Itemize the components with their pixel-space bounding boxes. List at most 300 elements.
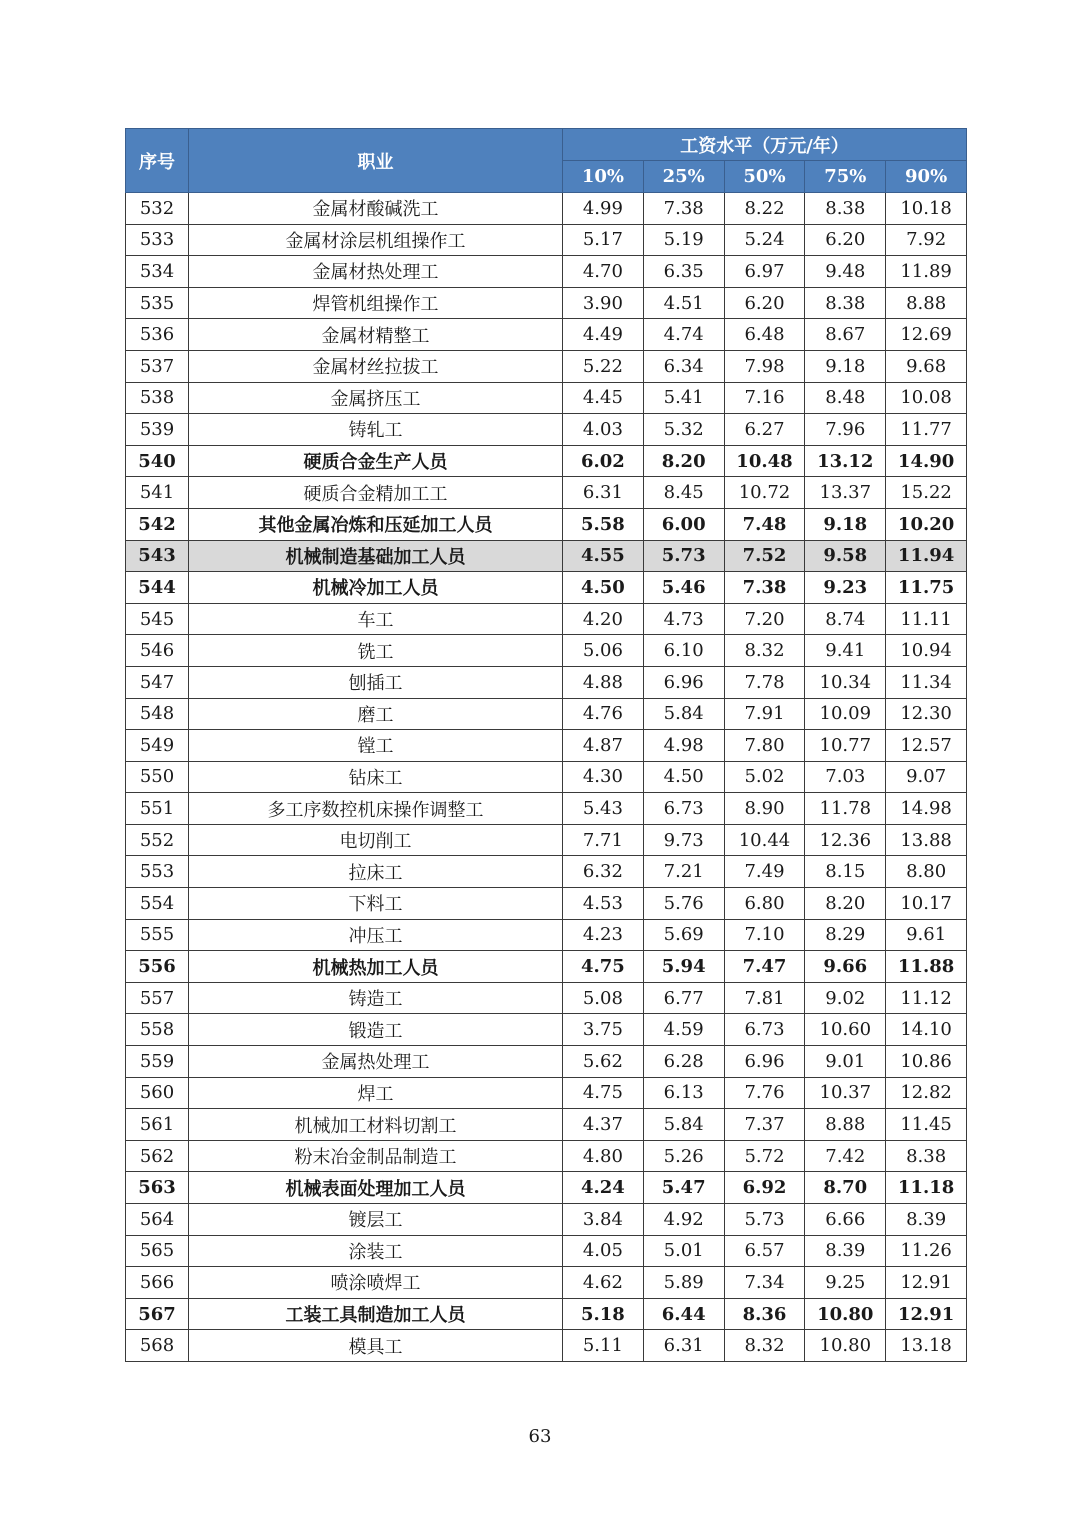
- table-row: [126, 414, 967, 446]
- cell-job: 金属挤压工: [189, 382, 563, 414]
- cell-p75: 11.78: [805, 793, 886, 825]
- cell-p50: 7.91: [724, 698, 805, 730]
- cell-p10: 4.24: [563, 1172, 644, 1204]
- cell-p75: 8.39: [805, 1235, 886, 1267]
- cell-p50: 6.97: [724, 256, 805, 288]
- cell-p75: 6.20: [805, 224, 886, 256]
- cell-p50: 6.73: [724, 1014, 805, 1046]
- table-body: [126, 193, 967, 1362]
- cell-p50: 6.48: [724, 319, 805, 351]
- cell-p50: 10.44: [724, 824, 805, 856]
- cell-job: 涂装工: [189, 1235, 563, 1267]
- cell-p75: 8.67: [805, 319, 886, 351]
- cell-p50: 8.36: [724, 1298, 805, 1330]
- cell-p25: 4.73: [643, 603, 724, 635]
- cell-job: 硬质合金精加工工: [189, 477, 563, 509]
- cell-p75: 7.42: [805, 1140, 886, 1172]
- cell-p10: 3.90: [563, 287, 644, 319]
- cell-p50: 7.52: [724, 540, 805, 572]
- cell-p50: 7.76: [724, 1077, 805, 1109]
- cell-seq: 560: [126, 1077, 189, 1109]
- cell-p90: 10.17: [886, 888, 967, 920]
- cell-p10: 4.70: [563, 256, 644, 288]
- cell-p25: 6.31: [643, 1330, 724, 1362]
- cell-p50: 6.96: [724, 1046, 805, 1078]
- cell-p10: 4.75: [563, 1077, 644, 1109]
- cell-p75: 6.66: [805, 1204, 886, 1236]
- cell-seq: 557: [126, 982, 189, 1014]
- table-row: [126, 445, 967, 477]
- wage-table: [125, 128, 967, 1362]
- table-row: [126, 1077, 967, 1109]
- cell-seq: 559: [126, 1046, 189, 1078]
- cell-p10: 4.23: [563, 919, 644, 951]
- cell-job: 机械表面处理加工人员: [189, 1172, 563, 1204]
- cell-p10: 4.76: [563, 698, 644, 730]
- cell-p90: 8.38: [886, 1140, 967, 1172]
- cell-p90: 12.82: [886, 1077, 967, 1109]
- cell-seq: 534: [126, 256, 189, 288]
- cell-p90: 11.11: [886, 603, 967, 635]
- table-row: [126, 666, 967, 698]
- cell-p75: 8.38: [805, 287, 886, 319]
- cell-p50: 7.48: [724, 508, 805, 540]
- cell-p25: 7.38: [643, 193, 724, 225]
- cell-job: 铸造工: [189, 982, 563, 1014]
- cell-seq: 550: [126, 761, 189, 793]
- cell-job: 金属材丝拉拔工: [189, 350, 563, 382]
- cell-seq: 542: [126, 508, 189, 540]
- cell-job: 金属热处理工: [189, 1046, 563, 1078]
- table-row: [126, 698, 967, 730]
- cell-seq: 533: [126, 224, 189, 256]
- cell-p50: 7.34: [724, 1267, 805, 1299]
- cell-p50: 7.81: [724, 982, 805, 1014]
- cell-p90: 12.91: [886, 1267, 967, 1299]
- cell-p25: 5.46: [643, 572, 724, 604]
- cell-p25: 5.94: [643, 951, 724, 983]
- cell-job: 铸轧工: [189, 414, 563, 446]
- cell-p75: 8.48: [805, 382, 886, 414]
- cell-p10: 5.22: [563, 350, 644, 382]
- cell-p75: 9.41: [805, 635, 886, 667]
- cell-p10: 5.17: [563, 224, 644, 256]
- cell-seq: 547: [126, 666, 189, 698]
- cell-p50: 6.27: [724, 414, 805, 446]
- table-row: [126, 572, 967, 604]
- cell-p50: 7.49: [724, 856, 805, 888]
- cell-job: 镗工: [189, 730, 563, 762]
- cell-p75: 10.09: [805, 698, 886, 730]
- table-row: [126, 256, 967, 288]
- cell-p25: 5.73: [643, 540, 724, 572]
- table-row: [126, 1109, 967, 1141]
- cell-p90: 12.30: [886, 698, 967, 730]
- cell-p25: 6.28: [643, 1046, 724, 1078]
- cell-p90: 14.90: [886, 445, 967, 477]
- cell-p50: 7.37: [724, 1109, 805, 1141]
- cell-job: 粉末冶金制品制造工: [189, 1140, 563, 1172]
- cell-p50: 5.73: [724, 1204, 805, 1236]
- cell-p90: 11.75: [886, 572, 967, 604]
- cell-p10: 5.62: [563, 1046, 644, 1078]
- cell-p25: 6.44: [643, 1298, 724, 1330]
- cell-p75: 8.88: [805, 1109, 886, 1141]
- cell-p50: 6.20: [724, 287, 805, 319]
- cell-p10: 4.20: [563, 603, 644, 635]
- table-row: [126, 540, 967, 572]
- cell-p90: 13.88: [886, 824, 967, 856]
- cell-job: 电切削工: [189, 824, 563, 856]
- cell-p10: 5.08: [563, 982, 644, 1014]
- cell-p75: 13.37: [805, 477, 886, 509]
- cell-seq: 546: [126, 635, 189, 667]
- table-row: [126, 193, 967, 225]
- cell-p90: 10.86: [886, 1046, 967, 1078]
- cell-p90: 11.34: [886, 666, 967, 698]
- header-p50: 50%: [724, 161, 805, 193]
- cell-p25: 5.41: [643, 382, 724, 414]
- cell-p25: 4.98: [643, 730, 724, 762]
- cell-p50: 5.24: [724, 224, 805, 256]
- cell-p25: 4.92: [643, 1204, 724, 1236]
- cell-p75: 8.15: [805, 856, 886, 888]
- cell-p90: 8.80: [886, 856, 967, 888]
- cell-p25: 5.01: [643, 1235, 724, 1267]
- cell-p90: 8.88: [886, 287, 967, 319]
- cell-job: 模具工: [189, 1330, 563, 1362]
- cell-p75: 8.20: [805, 888, 886, 920]
- cell-p75: 9.18: [805, 350, 886, 382]
- table-row: [126, 824, 967, 856]
- cell-seq: 549: [126, 730, 189, 762]
- cell-seq: 541: [126, 477, 189, 509]
- cell-job: 镀层工: [189, 1204, 563, 1236]
- cell-seq: 566: [126, 1267, 189, 1299]
- cell-seq: 553: [126, 856, 189, 888]
- cell-p10: 5.18: [563, 1298, 644, 1330]
- cell-job: 焊管机组操作工: [189, 287, 563, 319]
- wage-table-container: [125, 128, 966, 1362]
- cell-p90: 11.26: [886, 1235, 967, 1267]
- cell-p75: 9.02: [805, 982, 886, 1014]
- table-row: [126, 982, 967, 1014]
- cell-p50: 5.72: [724, 1140, 805, 1172]
- table-row: [126, 1172, 967, 1204]
- cell-seq: 554: [126, 888, 189, 920]
- cell-p10: 4.30: [563, 761, 644, 793]
- header-p90: 90%: [886, 161, 967, 193]
- table-row: [126, 603, 967, 635]
- table-row: [126, 319, 967, 351]
- cell-job: 钻床工: [189, 761, 563, 793]
- cell-p90: 10.08: [886, 382, 967, 414]
- cell-job: 机械制造基础加工人员: [189, 540, 563, 572]
- cell-seq: 551: [126, 793, 189, 825]
- cell-p75: 9.18: [805, 508, 886, 540]
- cell-p50: 7.10: [724, 919, 805, 951]
- cell-job: 焊工: [189, 1077, 563, 1109]
- cell-p25: 5.19: [643, 224, 724, 256]
- cell-p75: 10.37: [805, 1077, 886, 1109]
- cell-p10: 3.84: [563, 1204, 644, 1236]
- table-row: [126, 1014, 967, 1046]
- table-row: [126, 350, 967, 382]
- cell-job: 金属材涂层机组操作工: [189, 224, 563, 256]
- cell-p90: 12.91: [886, 1298, 967, 1330]
- cell-p10: 4.53: [563, 888, 644, 920]
- cell-p90: 11.12: [886, 982, 967, 1014]
- cell-p75: 8.38: [805, 193, 886, 225]
- cell-p90: 9.68: [886, 350, 967, 382]
- cell-p75: 8.70: [805, 1172, 886, 1204]
- cell-p25: 4.74: [643, 319, 724, 351]
- table-row: [126, 1267, 967, 1299]
- cell-seq: 544: [126, 572, 189, 604]
- cell-p25: 6.10: [643, 635, 724, 667]
- cell-p75: 8.74: [805, 603, 886, 635]
- cell-job: 锻造工: [189, 1014, 563, 1046]
- table-row: [126, 730, 967, 762]
- cell-p50: 10.72: [724, 477, 805, 509]
- table-row: [126, 888, 967, 920]
- cell-p25: 6.96: [643, 666, 724, 698]
- table-row: [126, 635, 967, 667]
- cell-p90: 9.07: [886, 761, 967, 793]
- cell-seq: 532: [126, 193, 189, 225]
- cell-p25: 5.69: [643, 919, 724, 951]
- cell-p10: 4.05: [563, 1235, 644, 1267]
- cell-p10: 5.06: [563, 635, 644, 667]
- cell-job: 金属材热处理工: [189, 256, 563, 288]
- cell-p25: 6.34: [643, 350, 724, 382]
- cell-seq: 538: [126, 382, 189, 414]
- cell-p25: 4.51: [643, 287, 724, 319]
- cell-seq: 545: [126, 603, 189, 635]
- header-p10: 10%: [563, 161, 644, 193]
- cell-job: 多工序数控机床操作调整工: [189, 793, 563, 825]
- table-row: [126, 477, 967, 509]
- cell-p75: 10.80: [805, 1298, 886, 1330]
- cell-job: 冲压工: [189, 919, 563, 951]
- cell-p25: 6.77: [643, 982, 724, 1014]
- cell-p90: 11.77: [886, 414, 967, 446]
- table-row: [126, 919, 967, 951]
- cell-p25: 5.47: [643, 1172, 724, 1204]
- cell-p25: 5.76: [643, 888, 724, 920]
- cell-p50: 6.92: [724, 1172, 805, 1204]
- table-row: [126, 1140, 967, 1172]
- cell-seq: 540: [126, 445, 189, 477]
- header-p75: 75%: [805, 161, 886, 193]
- table-header: [126, 129, 967, 193]
- header-job: 职业: [189, 129, 563, 193]
- cell-p90: 8.39: [886, 1204, 967, 1236]
- cell-p90: 11.18: [886, 1172, 967, 1204]
- cell-p50: 8.32: [724, 635, 805, 667]
- cell-p25: 8.45: [643, 477, 724, 509]
- cell-p90: 11.89: [886, 256, 967, 288]
- cell-p90: 9.61: [886, 919, 967, 951]
- cell-job: 硬质合金生产人员: [189, 445, 563, 477]
- cell-p90: 7.92: [886, 224, 967, 256]
- cell-p10: 5.11: [563, 1330, 644, 1362]
- cell-p10: 4.45: [563, 382, 644, 414]
- cell-seq: 537: [126, 350, 189, 382]
- cell-p10: 4.88: [563, 666, 644, 698]
- cell-p75: 9.66: [805, 951, 886, 983]
- cell-p25: 5.84: [643, 698, 724, 730]
- cell-p90: 11.88: [886, 951, 967, 983]
- table-row: [126, 856, 967, 888]
- cell-p10: 5.43: [563, 793, 644, 825]
- cell-seq: 543: [126, 540, 189, 572]
- table-row: [126, 1204, 967, 1236]
- cell-p10: 4.55: [563, 540, 644, 572]
- cell-p10: 4.80: [563, 1140, 644, 1172]
- cell-p90: 12.69: [886, 319, 967, 351]
- table-row: [126, 287, 967, 319]
- cell-p75: 9.23: [805, 572, 886, 604]
- cell-p25: 9.73: [643, 824, 724, 856]
- cell-p50: 6.80: [724, 888, 805, 920]
- cell-seq: 556: [126, 951, 189, 983]
- cell-p25: 8.20: [643, 445, 724, 477]
- table-row: [126, 382, 967, 414]
- cell-p50: 6.57: [724, 1235, 805, 1267]
- cell-seq: 562: [126, 1140, 189, 1172]
- cell-seq: 565: [126, 1235, 189, 1267]
- cell-p10: 4.49: [563, 319, 644, 351]
- header-p25: 25%: [643, 161, 724, 193]
- cell-p90: 15.22: [886, 477, 967, 509]
- cell-p75: 9.48: [805, 256, 886, 288]
- header-wage-group: 工资水平（万元/年）: [563, 129, 967, 161]
- cell-job: 机械冷加工人员: [189, 572, 563, 604]
- cell-seq: 564: [126, 1204, 189, 1236]
- cell-p75: 10.80: [805, 1330, 886, 1362]
- cell-p50: 7.80: [724, 730, 805, 762]
- cell-p75: 8.29: [805, 919, 886, 951]
- header-seq: 序号: [126, 129, 189, 193]
- cell-p90: 14.10: [886, 1014, 967, 1046]
- cell-p25: 7.21: [643, 856, 724, 888]
- cell-p75: 13.12: [805, 445, 886, 477]
- cell-p75: 7.96: [805, 414, 886, 446]
- cell-p10: 6.31: [563, 477, 644, 509]
- cell-job: 下料工: [189, 888, 563, 920]
- cell-p10: 5.58: [563, 508, 644, 540]
- cell-job: 磨工: [189, 698, 563, 730]
- cell-p75: 10.34: [805, 666, 886, 698]
- page-number: 63: [528, 1426, 552, 1447]
- cell-job: 工装工具制造加工人员: [189, 1298, 563, 1330]
- cell-seq: 563: [126, 1172, 189, 1204]
- cell-p90: 10.18: [886, 193, 967, 225]
- cell-p25: 6.35: [643, 256, 724, 288]
- cell-p50: 10.48: [724, 445, 805, 477]
- cell-p50: 7.98: [724, 350, 805, 382]
- cell-p90: 13.18: [886, 1330, 967, 1362]
- cell-p50: 8.32: [724, 1330, 805, 1362]
- cell-p25: 5.26: [643, 1140, 724, 1172]
- cell-seq: 555: [126, 919, 189, 951]
- table-row: [126, 508, 967, 540]
- table-row: [126, 1235, 967, 1267]
- cell-p10: 4.99: [563, 193, 644, 225]
- table-row: [126, 951, 967, 983]
- table-row: [126, 761, 967, 793]
- cell-p75: 9.25: [805, 1267, 886, 1299]
- cell-job: 金属材酸碱洗工: [189, 193, 563, 225]
- cell-p10: 4.03: [563, 414, 644, 446]
- cell-seq: 552: [126, 824, 189, 856]
- cell-p10: 6.02: [563, 445, 644, 477]
- cell-p10: 6.32: [563, 856, 644, 888]
- table-row: [126, 1298, 967, 1330]
- cell-p50: 7.78: [724, 666, 805, 698]
- cell-p25: 5.89: [643, 1267, 724, 1299]
- cell-p90: 12.57: [886, 730, 967, 762]
- cell-p50: 7.20: [724, 603, 805, 635]
- cell-p50: 8.90: [724, 793, 805, 825]
- cell-p10: 3.75: [563, 1014, 644, 1046]
- table-row: [126, 1330, 967, 1362]
- cell-seq: 536: [126, 319, 189, 351]
- cell-job: 金属材精整工: [189, 319, 563, 351]
- cell-seq: 539: [126, 414, 189, 446]
- cell-p50: 7.47: [724, 951, 805, 983]
- cell-p75: 10.77: [805, 730, 886, 762]
- cell-p50: 7.16: [724, 382, 805, 414]
- cell-p25: 6.00: [643, 508, 724, 540]
- cell-p25: 5.32: [643, 414, 724, 446]
- cell-p90: 10.94: [886, 635, 967, 667]
- cell-p10: 4.62: [563, 1267, 644, 1299]
- cell-seq: 548: [126, 698, 189, 730]
- cell-p10: 4.50: [563, 572, 644, 604]
- cell-seq: 535: [126, 287, 189, 319]
- cell-p10: 4.87: [563, 730, 644, 762]
- cell-p10: 4.37: [563, 1109, 644, 1141]
- cell-p25: 5.84: [643, 1109, 724, 1141]
- cell-p90: 11.45: [886, 1109, 967, 1141]
- cell-seq: 568: [126, 1330, 189, 1362]
- cell-p50: 8.22: [724, 193, 805, 225]
- cell-p75: 12.36: [805, 824, 886, 856]
- cell-p75: 7.03: [805, 761, 886, 793]
- cell-job: 铣工: [189, 635, 563, 667]
- cell-job: 刨插工: [189, 666, 563, 698]
- cell-p75: 10.60: [805, 1014, 886, 1046]
- cell-seq: 558: [126, 1014, 189, 1046]
- cell-p90: 14.98: [886, 793, 967, 825]
- cell-p50: 5.02: [724, 761, 805, 793]
- cell-p75: 9.01: [805, 1046, 886, 1078]
- cell-job: 车工: [189, 603, 563, 635]
- cell-p90: 10.20: [886, 508, 967, 540]
- cell-p75: 9.58: [805, 540, 886, 572]
- cell-p10: 4.75: [563, 951, 644, 983]
- cell-p50: 7.38: [724, 572, 805, 604]
- table-row: [126, 224, 967, 256]
- cell-seq: 561: [126, 1109, 189, 1141]
- table-row: [126, 1046, 967, 1078]
- cell-p25: 4.50: [643, 761, 724, 793]
- cell-p25: 4.59: [643, 1014, 724, 1046]
- cell-seq: 567: [126, 1298, 189, 1330]
- cell-job: 拉床工: [189, 856, 563, 888]
